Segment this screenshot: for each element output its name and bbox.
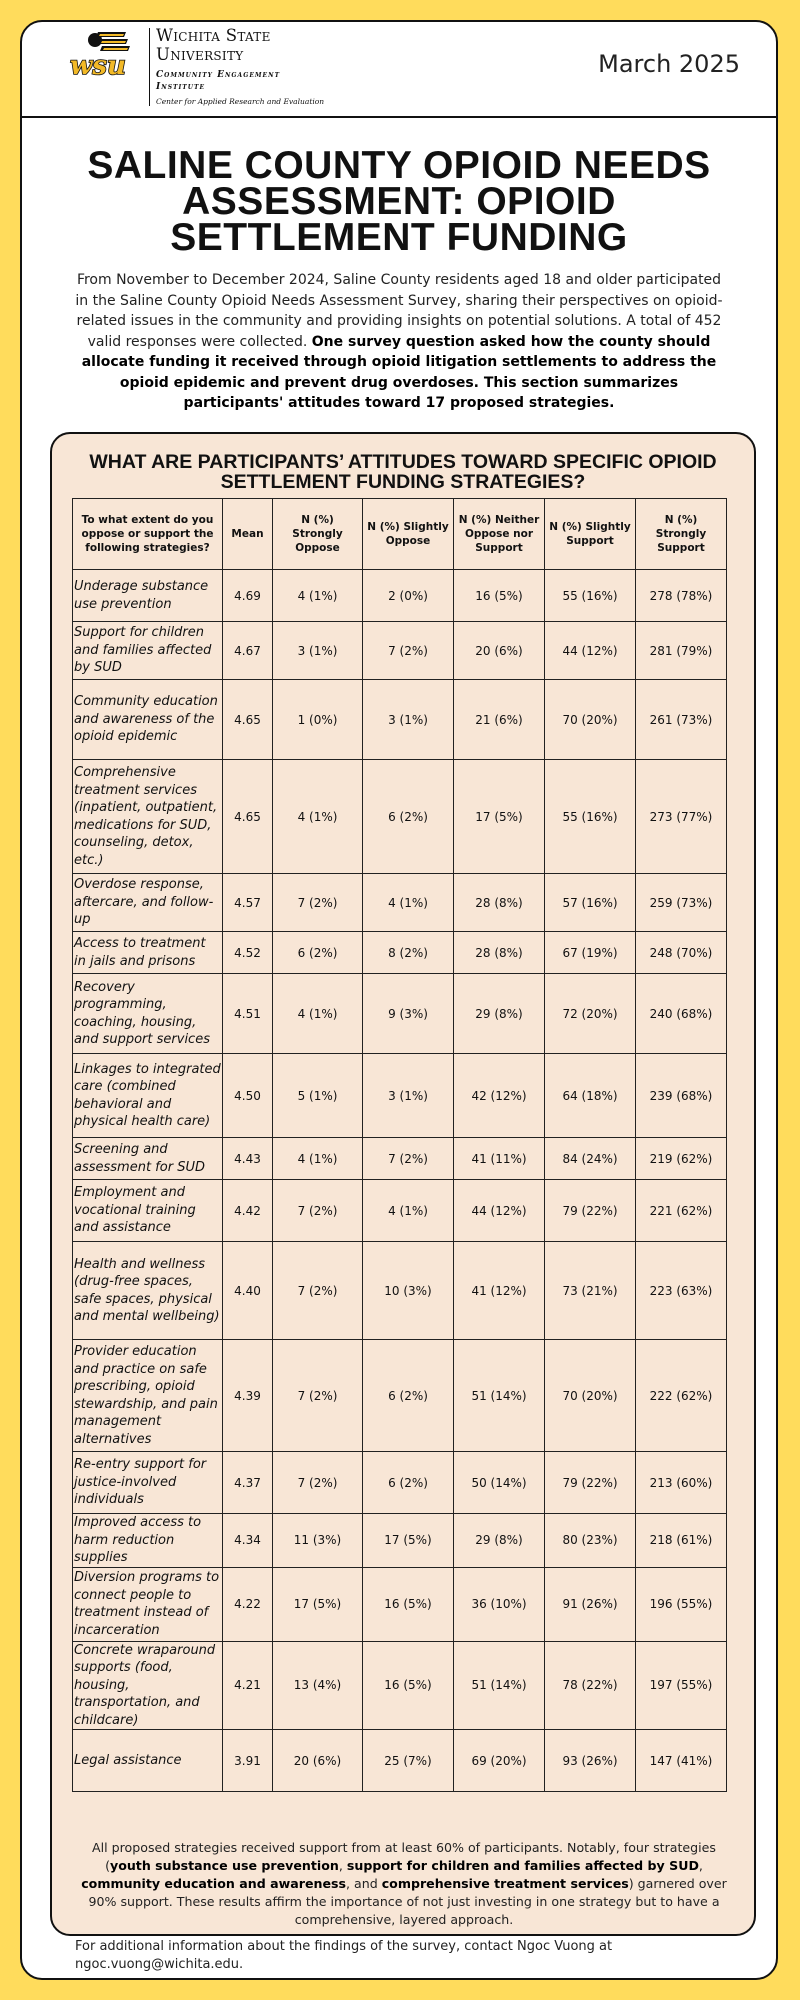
strategy-cell: Concrete wraparound supports (food, housing, transportation, and childcare)	[73, 1641, 223, 1730]
mean-cell: 4.39	[223, 1340, 273, 1452]
mean-cell: 4.40	[223, 1242, 273, 1340]
mean-cell: 4.69	[223, 570, 273, 622]
logo-divider	[149, 28, 150, 106]
count-cell: 93 (26%)	[545, 1730, 636, 1792]
count-cell: 4 (1%)	[363, 1180, 454, 1242]
summary-text: All proposed strategies received support from at least 60% of participants. Notably, four strategies (	[92, 1840, 716, 1873]
count-cell: 222 (62%)	[636, 1340, 727, 1452]
mean-cell: 4.37	[223, 1452, 273, 1514]
card-title: WHAT ARE PARTICIPANTS’ ATTITUDES TOWARD SPECIFIC OPIOID SETTLEMENT FUNDING STRATEGIES?	[89, 451, 717, 493]
count-cell: 44 (12%)	[545, 622, 636, 680]
logo-text: wsu	[70, 51, 126, 81]
count-cell: 248 (70%)	[636, 932, 727, 974]
header-col-2: N (%) Strongly Oppose	[273, 499, 363, 570]
count-cell: 70 (20%)	[545, 680, 636, 760]
count-cell: 72 (20%)	[545, 974, 636, 1054]
mean-cell: 4.50	[223, 1054, 273, 1138]
mean-cell: 3.91	[223, 1730, 273, 1792]
strategy-cell: Support for children and families affected by SUD	[73, 622, 223, 680]
count-cell: 4 (1%)	[273, 570, 363, 622]
count-cell: 7 (2%)	[363, 622, 454, 680]
summary-paragraph	[70, 1839, 738, 1929]
strategy-cell: Recovery programming, coaching, housing, and support services	[73, 974, 223, 1054]
count-cell: 55 (16%)	[545, 760, 636, 874]
count-cell: 240 (68%)	[636, 974, 727, 1054]
count-cell: 273 (77%)	[636, 760, 727, 874]
count-cell: 44 (12%)	[454, 1180, 545, 1242]
institute-name	[156, 69, 280, 93]
count-cell: 29 (8%)	[454, 974, 545, 1054]
table-row	[73, 680, 727, 760]
count-cell: 3 (1%)	[363, 1054, 454, 1138]
page-title: SALINE COUNTY OPIOID NEEDS ASSESSMENT: OPIOID SETTLEMENT FUNDING	[87, 144, 711, 259]
count-cell: 223 (63%)	[636, 1242, 727, 1340]
strategy-cell: Underage substance use prevention	[73, 570, 223, 622]
count-cell: 16 (5%)	[363, 1641, 454, 1730]
count-cell: 281 (79%)	[636, 622, 727, 680]
count-cell: 4 (1%)	[363, 874, 454, 932]
count-cell: 17 (5%)	[454, 760, 545, 874]
university-line-1: Wichita State	[156, 26, 271, 45]
intro-paragraph	[72, 270, 726, 414]
count-cell: 3 (1%)	[273, 622, 363, 680]
count-cell: 7 (2%)	[273, 1180, 363, 1242]
header-col-1: Mean	[223, 499, 273, 570]
count-cell: 57 (16%)	[545, 874, 636, 932]
summary-highlight: youth substance use prevention	[109, 1858, 339, 1873]
strategy-cell: Employment and vocational training and assistance	[73, 1180, 223, 1242]
table-row	[73, 1180, 727, 1242]
institute-line-1: Community Engagement	[156, 70, 281, 80]
mean-cell: 4.57	[223, 874, 273, 932]
count-cell: 197 (55%)	[636, 1641, 727, 1730]
count-cell: 2 (0%)	[363, 570, 454, 622]
count-cell: 25 (7%)	[363, 1730, 454, 1792]
count-cell: 78 (22%)	[545, 1641, 636, 1730]
count-cell: 6 (2%)	[363, 760, 454, 874]
count-cell: 64 (18%)	[545, 1054, 636, 1138]
header-col-4: N (%) Neither Oppose nor Support	[454, 499, 545, 570]
count-cell: 51 (14%)	[454, 1340, 545, 1452]
count-cell: 196 (55%)	[636, 1567, 727, 1641]
summary-text: ,	[338, 1858, 347, 1873]
table-row	[73, 1054, 727, 1138]
count-cell: 1 (0%)	[273, 680, 363, 760]
count-cell: 36 (10%)	[454, 1567, 545, 1641]
mean-cell: 4.34	[223, 1514, 273, 1568]
count-cell: 10 (3%)	[363, 1242, 454, 1340]
count-cell: 69 (20%)	[454, 1730, 545, 1792]
mean-cell: 4.65	[223, 680, 273, 760]
count-cell: 41 (12%)	[454, 1242, 545, 1340]
table-row	[73, 760, 727, 874]
count-cell: 6 (2%)	[363, 1340, 454, 1452]
table-row	[73, 1514, 727, 1568]
count-cell: 221 (62%)	[636, 1180, 727, 1242]
count-cell: 218 (61%)	[636, 1514, 727, 1568]
table-row	[73, 1340, 727, 1452]
strategy-cell: Legal assistance	[73, 1730, 223, 1792]
table-row	[73, 1452, 727, 1514]
mean-cell: 4.42	[223, 1180, 273, 1242]
summary-highlight: support for children and families affected by SUD	[346, 1858, 699, 1873]
count-cell: 259 (73%)	[636, 874, 727, 932]
count-cell: 79 (22%)	[545, 1452, 636, 1514]
strategy-cell: Provider education and practice on safe prescribing, opioid stewardship, and pain management alternatives	[73, 1340, 223, 1452]
strategy-cell: Screening and assessment for SUD	[73, 1138, 223, 1180]
results-table	[72, 498, 727, 1792]
count-cell: 7 (2%)	[273, 1452, 363, 1514]
count-cell: 7 (2%)	[273, 1242, 363, 1340]
mean-cell: 4.51	[223, 974, 273, 1054]
mean-cell: 4.67	[223, 622, 273, 680]
count-cell: 21 (6%)	[454, 680, 545, 760]
strategy-cell: Overdose response, aftercare, and follow-up	[73, 874, 223, 932]
table-row	[73, 874, 727, 932]
strategy-cell: Diversion programs to connect people to treatment instead of incarceration	[73, 1567, 223, 1641]
count-cell: 20 (6%)	[273, 1730, 363, 1792]
count-cell: 70 (20%)	[545, 1340, 636, 1452]
count-cell: 91 (26%)	[545, 1567, 636, 1641]
count-cell: 147 (41%)	[636, 1730, 727, 1792]
strategy-cell: Comprehensive treatment services (inpatient, outpatient, medications for SUD, counseling, detox, etc.)	[73, 760, 223, 874]
report-date: March 2025	[598, 50, 740, 78]
count-cell: 11 (3%)	[273, 1514, 363, 1568]
count-cell: 80 (23%)	[545, 1514, 636, 1568]
count-cell: 278 (78%)	[636, 570, 727, 622]
count-cell: 261 (73%)	[636, 680, 727, 760]
count-cell: 239 (68%)	[636, 1054, 727, 1138]
count-cell: 67 (19%)	[545, 932, 636, 974]
table-row	[73, 1730, 727, 1792]
intro-bold-text: One survey question asked how the county should allocate funding it received through opioid litigation settlements to address the opioid epidemic and prevent drug overdoses. This section summarizes participants' attitudes toward 17 proposed strategies.	[81, 333, 717, 411]
strategy-cell: Re-entry support for justice-involved individuals	[73, 1452, 223, 1514]
center-name: Center for Applied Research and Evaluation	[156, 97, 325, 106]
strategy-cell: Access to treatment in jails and prisons	[73, 932, 223, 974]
table-row	[73, 1242, 727, 1340]
mean-cell: 4.22	[223, 1567, 273, 1641]
strategy-cell: Community education and awareness of the opioid epidemic	[73, 680, 223, 760]
table-row	[73, 622, 727, 680]
mean-cell: 4.65	[223, 760, 273, 874]
mean-cell: 4.52	[223, 932, 273, 974]
count-cell: 3 (1%)	[363, 680, 454, 760]
count-cell: 6 (2%)	[273, 932, 363, 974]
count-cell: 28 (8%)	[454, 932, 545, 974]
count-cell: 51 (14%)	[454, 1641, 545, 1730]
count-cell: 5 (1%)	[273, 1054, 363, 1138]
count-cell: 55 (16%)	[545, 570, 636, 622]
count-cell: 17 (5%)	[363, 1514, 454, 1568]
count-cell: 7 (2%)	[273, 874, 363, 932]
count-cell: 4 (1%)	[273, 974, 363, 1054]
header	[22, 22, 776, 118]
strategy-cell: Improved access to harm reduction supplies	[73, 1514, 223, 1568]
count-cell: 28 (8%)	[454, 874, 545, 932]
count-cell: 8 (2%)	[363, 932, 454, 974]
table-header-row	[73, 499, 727, 570]
results-card	[50, 432, 756, 1936]
table-row	[73, 932, 727, 974]
header-col-3: N (%) Slightly Oppose	[363, 499, 454, 570]
contact-info: For additional information about the findings of the survey, contact Ngoc Vuong at ngoc.vuong@wichita.edu.	[75, 1939, 613, 1972]
page	[20, 20, 778, 1980]
count-cell: 16 (5%)	[363, 1567, 454, 1641]
count-cell: 4 (1%)	[273, 760, 363, 874]
count-cell: 13 (4%)	[273, 1641, 363, 1730]
count-cell: 42 (12%)	[454, 1054, 545, 1138]
institute-line-2: Institute	[156, 82, 206, 92]
table-row	[73, 1567, 727, 1641]
header-strategy: To what extent do you oppose or support the following strategies?	[73, 499, 223, 570]
count-cell: 50 (14%)	[454, 1452, 545, 1514]
summary-text: , and	[346, 1876, 382, 1891]
table-body	[73, 570, 727, 1792]
wsu-logo	[62, 30, 132, 86]
strategy-cell: Health and wellness (drug-free spaces, safe spaces, physical and mental wellbeing)	[73, 1242, 223, 1340]
count-cell: 4 (1%)	[273, 1138, 363, 1180]
table-row	[73, 1138, 727, 1180]
table-row	[73, 1641, 727, 1730]
university-line-2: University	[156, 45, 244, 64]
count-cell: 73 (21%)	[545, 1242, 636, 1340]
summary-highlight: comprehensive treatment services	[381, 1876, 629, 1891]
count-cell: 84 (24%)	[545, 1138, 636, 1180]
count-cell: 29 (8%)	[454, 1514, 545, 1568]
header-col-5: N (%) Slightly Support	[545, 499, 636, 570]
intro-text: From November to December 2024, Saline County residents aged 18 and older participated in the Saline County Opioid Needs Assessment Survey, sharing their perspectives on opioid-related issues in the community and providing insights on potential solutions. A total of 452 valid responses were collected.	[75, 272, 723, 350]
summary-highlight: community education and awareness	[81, 1876, 346, 1891]
mean-cell: 4.43	[223, 1138, 273, 1180]
strategy-cell: Linkages to integrated care (combined behavioral and physical health care)	[73, 1054, 223, 1138]
count-cell: 213 (60%)	[636, 1452, 727, 1514]
count-cell: 219 (62%)	[636, 1138, 727, 1180]
count-cell: 17 (5%)	[273, 1567, 363, 1641]
table-row	[73, 570, 727, 622]
count-cell: 7 (2%)	[363, 1138, 454, 1180]
table-row	[73, 974, 727, 1054]
count-cell: 79 (22%)	[545, 1180, 636, 1242]
count-cell: 7 (2%)	[273, 1340, 363, 1452]
mean-cell: 4.21	[223, 1641, 273, 1730]
count-cell: 41 (11%)	[454, 1138, 545, 1180]
count-cell: 16 (5%)	[454, 570, 545, 622]
summary-text: ,	[698, 1858, 703, 1873]
count-cell: 6 (2%)	[363, 1452, 454, 1514]
count-cell: 9 (3%)	[363, 974, 454, 1054]
count-cell: 20 (6%)	[454, 622, 545, 680]
university-name	[156, 26, 271, 64]
header-col-6: N (%) Strongly Support	[636, 499, 727, 570]
summary-text: ) garnered over 90% support. These results affirm the importance of not just investing in one strategy but to have a comprehensive, layered approach.	[88, 1876, 727, 1927]
